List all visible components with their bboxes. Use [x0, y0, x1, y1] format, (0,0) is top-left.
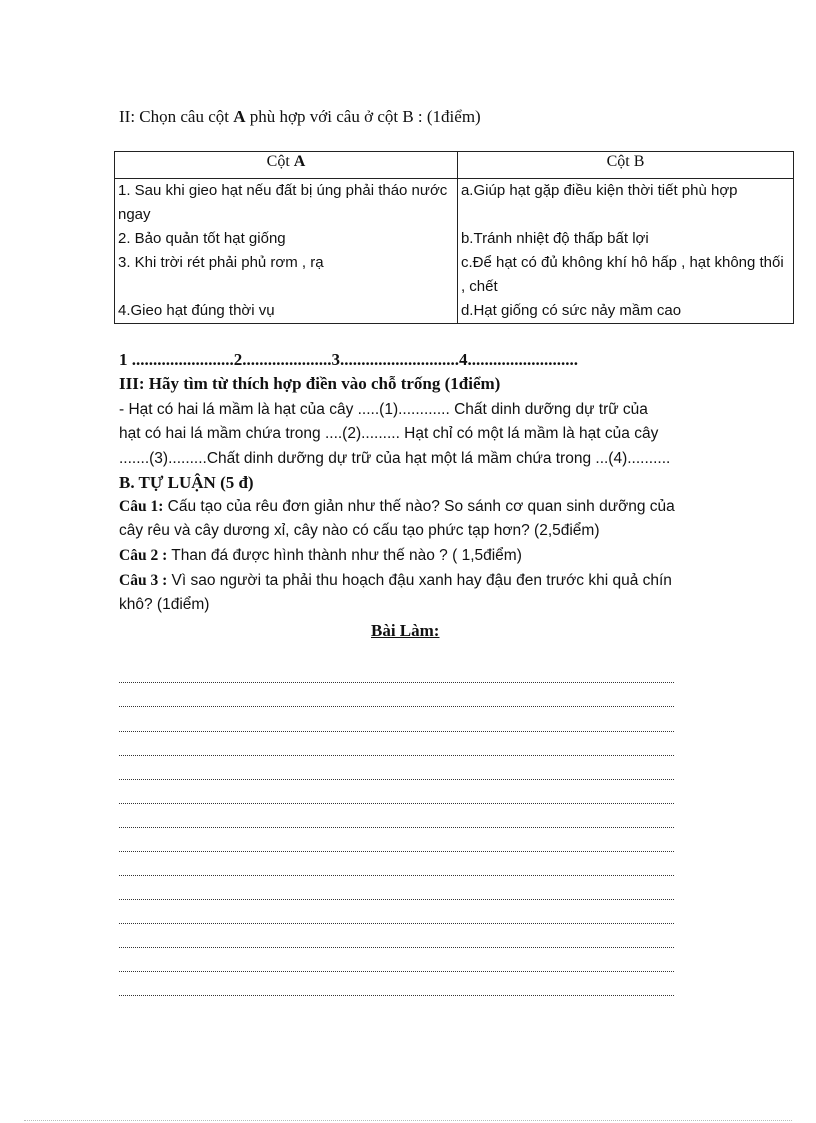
cell-a: 4.Gieo hạt đúng thời vụ	[115, 299, 458, 324]
answer-line	[119, 923, 674, 924]
question-3-label: Câu 3 :	[119, 572, 168, 589]
answer-heading: Bài Làm:	[371, 621, 440, 640]
answer-line	[119, 682, 674, 683]
cell-b: c.Để hạt có đủ không khí hô hấp , hạt không thối , chết	[457, 251, 793, 299]
page-bottom-border	[24, 1120, 792, 1121]
answer-line	[119, 971, 674, 972]
answer-line	[119, 851, 674, 852]
question-1-label: Câu 1:	[119, 498, 164, 515]
section-3-title: III: Hãy tìm từ thích hợp điền vào chỗ trống (1điểm)	[119, 374, 501, 393]
column-b-header: Cột B	[457, 152, 793, 179]
question-3-line-2: khô? (1điểm)	[119, 596, 210, 613]
answer-line	[119, 995, 674, 996]
cell-b: b.Tránh nhiệt độ thấp bất lợi	[457, 227, 793, 251]
answer-line	[119, 875, 674, 876]
answer-line	[119, 706, 674, 707]
cell-b: d.Hạt giống có sức nảy mầm cao	[457, 299, 793, 324]
question-3: Câu 3 : Vì sao người ta phải thu hoạch đậu xanh hay đậu đen trước khi quả chín	[119, 572, 672, 589]
column-a-header: Cột A	[115, 152, 458, 179]
answer-line	[119, 755, 674, 756]
fill-blank-line-3: .......(3).........Chất dinh dưỡng dự trữ của hạt một lá mầm chứa trong ...(4)..........	[119, 450, 671, 467]
table-row	[115, 299, 794, 324]
answer-line	[119, 803, 674, 804]
answer-line	[119, 779, 674, 780]
cell-a: 3. Khi trời rét phải phủ rơm , rạ	[115, 251, 458, 299]
answer-line	[119, 731, 674, 732]
fill-blank-line-1: - Hạt có hai lá mầm là hạt của cây .....(1)............ Chất dinh dưỡng dự trữ của	[119, 401, 648, 418]
section-2-title: II: Chọn câu cột A phù hợp với câu ở cột B : (1điểm)	[119, 107, 481, 126]
question-2-label: Câu 2 :	[119, 547, 168, 564]
cell-a: 1. Sau khi gieo hạt nếu đất bị úng phải tháo nước ngay	[115, 179, 458, 228]
question-1: Câu 1: Cấu tạo của rêu đơn giản như thế nào? So sánh cơ quan sinh dưỡng của	[119, 498, 675, 515]
table-row	[115, 251, 794, 299]
essay-section-title: B. TỰ LUẬN (5 đ)	[119, 473, 254, 492]
matching-answer-line: 1 ........................2.....................3............................4..........................	[119, 350, 578, 369]
table-row	[115, 227, 794, 251]
cell-a: 2. Bảo quản tốt hạt giống	[115, 227, 458, 251]
answer-line	[119, 899, 674, 900]
answer-line	[119, 827, 674, 828]
matching-table	[114, 151, 794, 324]
question-1-line-2: cây rêu và cây dương xỉ, cây nào có cấu tạo phức tạp hơn? (2,5điểm)	[119, 522, 600, 539]
question-2: Câu 2 : Than đá được hình thành như thế nào ? ( 1,5điểm)	[119, 547, 522, 564]
table-row	[115, 179, 794, 228]
answer-line	[119, 947, 674, 948]
cell-b: a.Giúp hạt gặp điều kiện thời tiết phù hợp	[457, 179, 793, 228]
fill-blank-line-2: hạt có hai lá mầm chứa trong ....(2)......... Hạt chỉ có một lá mầm là hạt của cây	[119, 425, 659, 442]
